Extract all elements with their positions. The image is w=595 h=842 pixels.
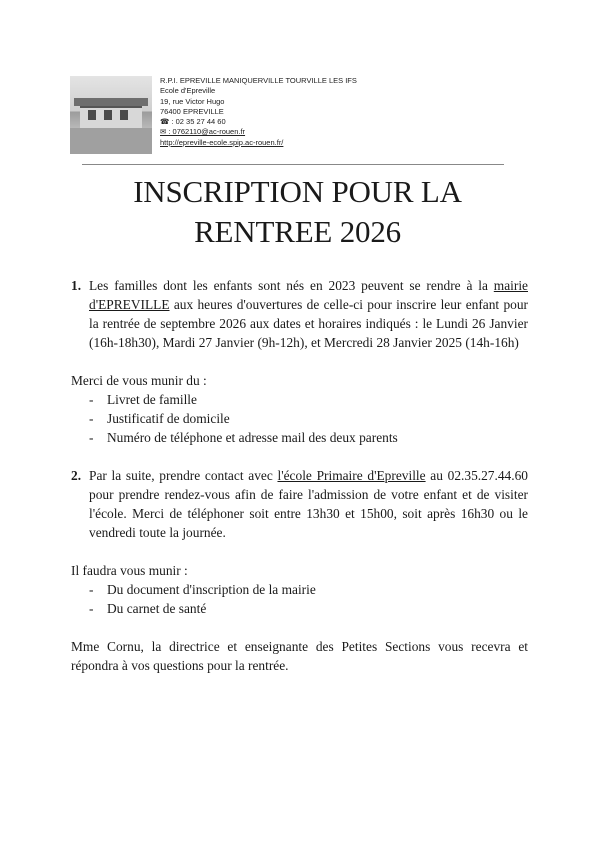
section-1 <box>71 276 528 352</box>
documents-1-intro: Merci de vous munir du : <box>71 373 207 388</box>
documents-2-intro: Il faudra vous munir : <box>71 563 188 578</box>
page-title <box>0 172 595 252</box>
city: 76400 EPREVILLE <box>160 106 224 116</box>
documents-2-list <box>71 580 528 618</box>
website-link[interactable]: http://epreville-ecole.spip.ac-rouen.fr/ <box>160 137 284 147</box>
section-2-text-before: Par la suite, prendre contact avec <box>89 468 278 483</box>
section-2-number: 2. <box>71 468 82 483</box>
letterhead-text <box>160 76 420 148</box>
school-photo <box>70 76 152 154</box>
list-item: - Du document d'inscription de la mairie <box>71 580 528 599</box>
documents-1-list <box>71 390 528 447</box>
header-divider <box>82 164 504 165</box>
title-line-1: INSCRIPTION POUR LA <box>133 174 462 209</box>
section-1-text-after: aux heures d'ouvertures de celle-ci pour inscrire leur enfant pour la rentrée de septembre 2026 aux dates et horaires indiqués : le Lundi 26 Janvier (16h-18h30), Mardi 27 Janvier (9h-12h), et Mercredi 28 Janvier 2025 (14h-16h) <box>89 297 528 350</box>
section-2 <box>71 466 528 542</box>
list-item: - Du carnet de santé <box>71 599 528 618</box>
mairie-link: mairie d'EPREVILLE <box>89 278 528 312</box>
phone: ☎ : 02 35 27 44 60 <box>160 117 226 127</box>
closing-paragraph: Mme Cornu, la directrice et enseignante des Petites Sections vous recevra et répondra à vos questions pour la rentrée. <box>71 639 528 673</box>
section-2-text-after: au 02.35.27.44.60 pour prendre rendez-vous afin de faire l'admission de votre enfant et de visiter l'école. Merci de téléphoner soit entre 13h30 et 15h00, soit après 16h30 ou le vendredi toute la journée. <box>89 468 528 540</box>
school-link: l'école Primaire d'Epreville <box>277 468 426 483</box>
list-item: - Numéro de téléphone et adresse mail des deux parents <box>71 428 528 447</box>
list-item: - Justificatif de domicile <box>71 409 528 428</box>
title-line-2: RENTREE 2026 <box>194 214 401 249</box>
school-name: Ecole d'Epreville <box>160 86 216 96</box>
list-item: - Livret de famille <box>71 390 528 409</box>
document-body <box>71 276 528 675</box>
email-link[interactable]: ✉ : 0762110@ac-rouen.fr <box>160 127 246 137</box>
street-address: 19, rue Victor Hugo <box>160 96 225 106</box>
org-name: R.P.I. EPREVILLE MANIQUERVILLE TOURVILLE LES IFS <box>160 76 357 85</box>
section-1-text-before: Les familles dont les enfants sont nés en 2023 peuvent se rendre à la <box>89 278 494 293</box>
section-1-number: 1. <box>71 278 82 293</box>
